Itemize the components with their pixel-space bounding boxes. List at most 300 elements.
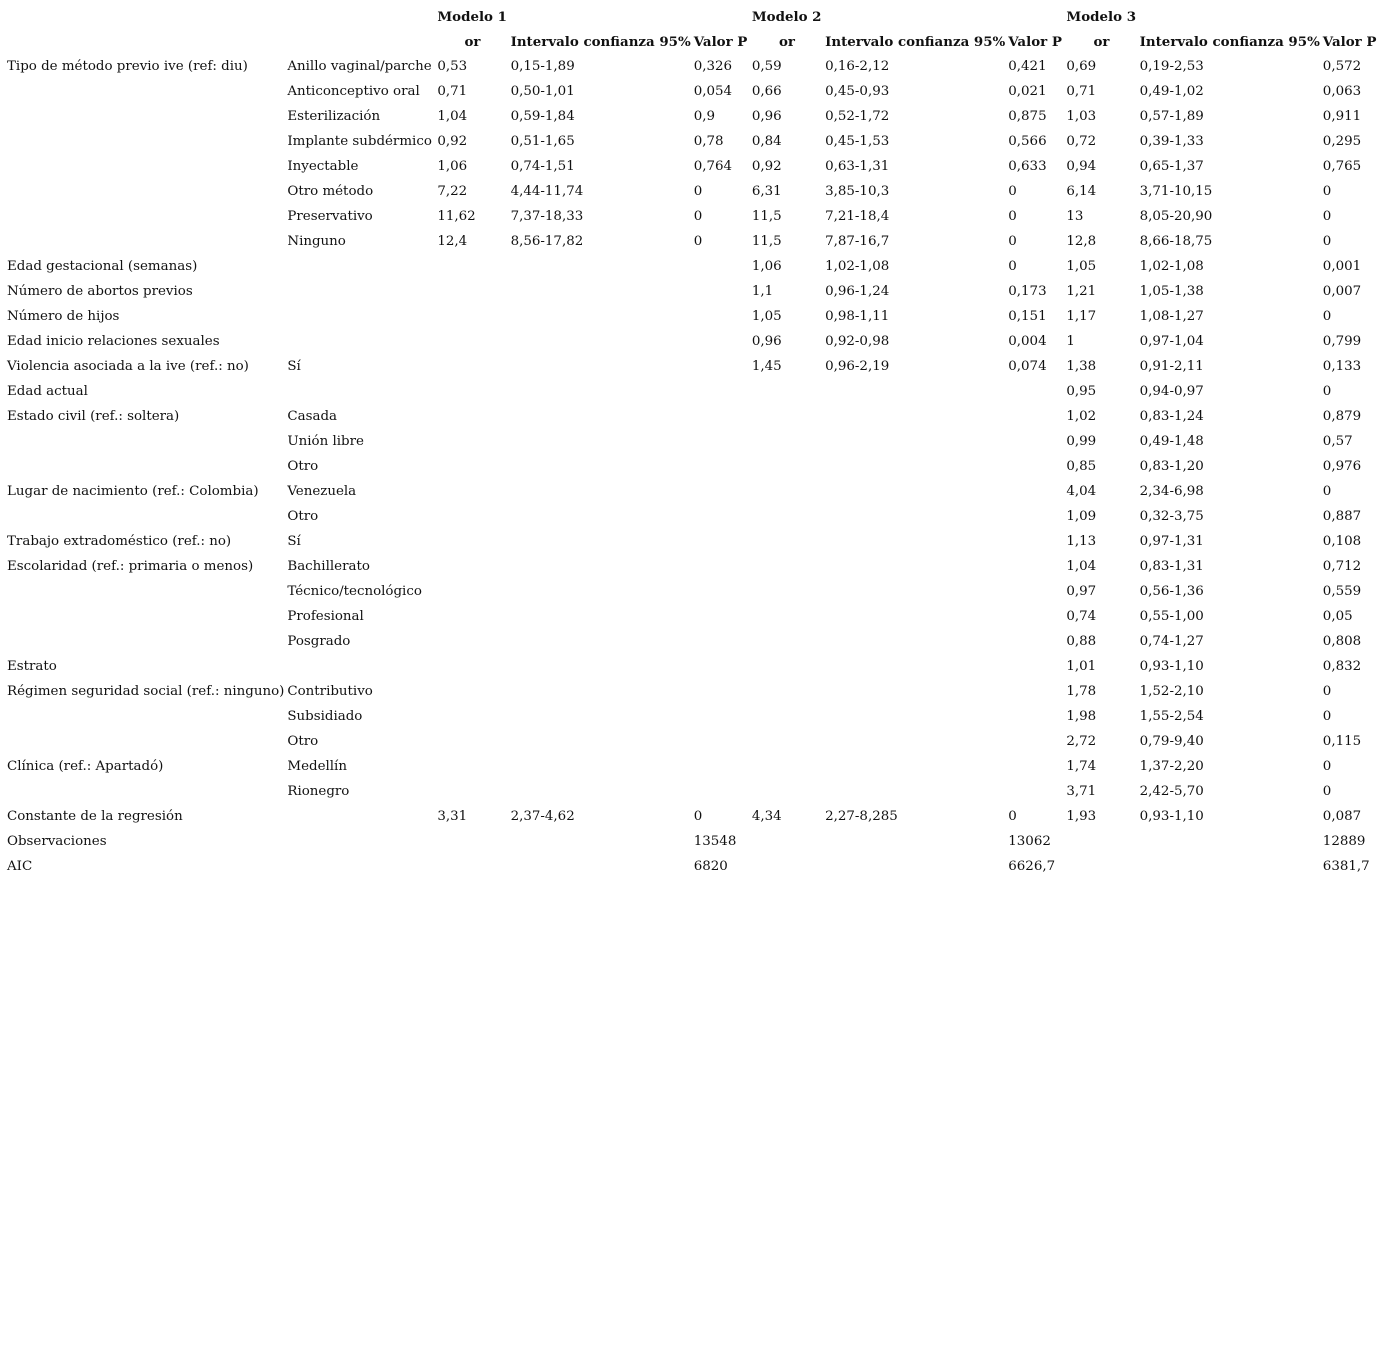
model-1-or-cell	[434, 354, 507, 379]
model-3-or-cell: 1,74	[1066, 759, 1097, 774]
model-3-p-cell: 0,559	[1322, 584, 1362, 599]
model-2-or-cell: 0,96	[751, 334, 782, 349]
category-cell	[284, 329, 434, 354]
model-3-ci-cell	[1137, 829, 1320, 854]
model-2-ci-cell	[822, 829, 1005, 854]
model-3-or-cell: 1,03	[1066, 109, 1097, 124]
model-2-p-cell: 0	[1008, 809, 1017, 824]
header-blank	[284, 4, 434, 29]
model-2-or-cell	[749, 754, 822, 779]
model-2-or-cell	[749, 554, 822, 579]
model-2-ci-cell	[822, 504, 1005, 529]
model-2-ci-cell	[822, 754, 1005, 779]
model-3-or-cell: 1,04	[1066, 559, 1097, 574]
table-row	[4, 854, 1378, 879]
model-3-p-cell: 0,05	[1322, 609, 1353, 624]
model-3-ci-cell: 0,55-1,00	[1139, 609, 1204, 624]
model-1-p-cell: 0,326	[693, 59, 733, 74]
model-2-p-cell	[1005, 504, 1063, 529]
variable-cell	[4, 729, 284, 754]
category-cell	[284, 254, 434, 279]
table-row	[4, 554, 1378, 579]
table-row	[4, 579, 1378, 604]
model-1-or-cell: 1,04	[437, 109, 468, 124]
model-1-ci-cell	[508, 254, 691, 279]
variable-cell	[4, 779, 284, 804]
model-2-or-cell	[749, 404, 822, 429]
model-1-or-cell	[434, 254, 507, 279]
model-3-ci-cell: 0,49-1,02	[1139, 84, 1204, 99]
model-3-p-cell: 0	[1322, 759, 1332, 774]
model-1-p-cell: 0	[693, 209, 703, 224]
model-1-p-cell: 13548	[693, 834, 737, 849]
table-row	[4, 404, 1378, 429]
model-3-p-cell: 0,808	[1322, 634, 1362, 649]
model-3-ci-cell: 1,05-1,38	[1139, 284, 1204, 299]
model-2-ci-cell	[822, 654, 1005, 679]
model-3-or-cell: 0,94	[1066, 159, 1097, 174]
model-2-ci-cell	[822, 729, 1005, 754]
model-3-p-cell: 0,001	[1322, 259, 1362, 274]
table-row	[4, 629, 1378, 654]
model-3-ci-cell: 1,08-1,27	[1139, 309, 1204, 324]
model-3-ci-cell: 2,34-6,98	[1139, 484, 1204, 499]
model-3-p-cell: 0	[1322, 709, 1332, 724]
model-3-ci-cell: 1,02-1,08	[1139, 259, 1204, 274]
model-2-p-cell: 0	[1008, 259, 1017, 274]
category-cell	[284, 279, 434, 304]
model-3-ci-cell: 0,39-1,33	[1139, 134, 1204, 149]
variable-cell	[4, 154, 284, 179]
model-2-ci-cell	[822, 779, 1005, 804]
model-3-or-cell: 4,04	[1066, 484, 1097, 499]
model-1-or-cell: 1,06	[437, 159, 468, 174]
model-3-header: Modelo 3	[1066, 8, 1137, 25]
model-1-or-cell: 11,62	[437, 209, 476, 224]
model-2-p-cell	[1005, 579, 1063, 604]
model-2-p-cell	[1005, 379, 1063, 404]
table-row	[4, 804, 1378, 829]
table-row	[4, 254, 1378, 279]
model-3-p-cell: 0,765	[1322, 159, 1362, 174]
category-cell: Ninguno	[287, 234, 346, 249]
table-body	[4, 54, 1378, 879]
table-row	[4, 179, 1378, 204]
variable-cell: Edad actual	[7, 384, 88, 399]
model-2-ci-cell	[822, 404, 1005, 429]
variable-cell	[4, 579, 284, 604]
model-1-or-cell: 0,53	[437, 59, 468, 74]
model-2-p-cell: 0	[1008, 209, 1017, 224]
model-3-or-cell: 1,13	[1066, 534, 1097, 549]
table-row	[4, 479, 1378, 504]
model-1-p-cell: 0	[693, 809, 703, 824]
model-3-ci-cell: 2,42-5,70	[1139, 784, 1204, 799]
model-2-p-cell	[1005, 754, 1063, 779]
model-2-or-cell	[749, 829, 822, 854]
model-2-ci-cell: 0,45-1,53	[825, 134, 890, 149]
model-1-or-cell	[434, 504, 507, 529]
model-1-ci-cell	[508, 854, 691, 879]
model-3-or-cell: 1,21	[1066, 284, 1097, 299]
model-2-or-cell	[749, 729, 822, 754]
category-cell	[284, 304, 434, 329]
table-row	[4, 329, 1378, 354]
model-2-or-cell	[749, 454, 822, 479]
variable-cell	[4, 204, 284, 229]
model-1-ci-cell: 8,56-17,82	[510, 234, 584, 249]
model-2-p-cell: 0,421	[1008, 59, 1047, 74]
model-1-p-cell	[691, 304, 749, 329]
model-2-ci-cell: 0,52-1,72	[825, 109, 890, 124]
model-1-ci-cell: 0,15-1,89	[510, 59, 575, 74]
variable-cell: Número de hijos	[7, 309, 120, 324]
table-row	[4, 779, 1378, 804]
variable-cell: Lugar de nacimiento (ref.: Colombia)	[7, 484, 259, 499]
table-row	[4, 504, 1378, 529]
ci-header: Intervalo confianza 95%	[1139, 33, 1320, 50]
model-3-p-cell: 0	[1322, 209, 1332, 224]
category-cell: Implante subdérmico	[287, 134, 432, 149]
model-1-p-cell: 0,78	[693, 134, 724, 149]
model-2-ci-cell: 0,45-0,93	[825, 84, 890, 99]
column-header-row	[4, 29, 1378, 54]
category-cell	[284, 379, 434, 404]
model-3-ci-cell: 0,74-1,27	[1139, 634, 1204, 649]
model-1-ci-cell: 0,50-1,01	[510, 84, 575, 99]
variable-cell: Violencia asociada a la ive (ref.: no)	[7, 359, 249, 374]
model-3-ci-cell: 0,83-1,20	[1139, 459, 1204, 474]
model-2-p-cell	[1005, 404, 1063, 429]
variable-cell	[4, 79, 284, 104]
model-1-p-cell	[691, 404, 749, 429]
model-3-p-cell: 0	[1322, 684, 1332, 699]
model-3-p-cell: 0,063	[1322, 84, 1362, 99]
model-3-ci-cell: 0,56-1,36	[1139, 584, 1204, 599]
model-3-p-cell: 0,572	[1322, 59, 1362, 74]
model-1-header: Modelo 1	[437, 8, 507, 25]
table-row	[4, 279, 1378, 304]
model-2-or-cell: 1,45	[751, 359, 782, 374]
table-row	[4, 654, 1378, 679]
model-2-p-cell: 0,173	[1008, 284, 1047, 299]
variable-cell	[4, 429, 284, 454]
model-3-p-cell: 0,911	[1322, 109, 1362, 124]
model-1-p-cell	[691, 679, 749, 704]
model-1-p-cell	[691, 579, 749, 604]
model-1-p-cell	[691, 254, 749, 279]
table-row	[4, 529, 1378, 554]
model-1-ci-cell	[508, 654, 691, 679]
variable-cell	[4, 604, 284, 629]
category-cell: Contributivo	[287, 684, 373, 699]
model-1-p-cell: 0,054	[693, 84, 733, 99]
model-1-or-cell: 12,4	[437, 234, 468, 249]
category-cell: Bachillerato	[287, 559, 370, 574]
model-3-or-cell: 1	[1066, 334, 1075, 349]
category-cell: Otro método	[287, 184, 374, 199]
model-3-or-cell: 1,09	[1066, 509, 1097, 524]
model-3-ci-cell: 0,91-2,11	[1139, 359, 1204, 374]
model-3-ci-cell: 0,93-1,10	[1139, 659, 1204, 674]
or-header: or	[778, 33, 795, 50]
category-cell: Otro	[287, 509, 319, 524]
model-1-ci-cell: 0,59-1,84	[510, 109, 575, 124]
model-1-ci-cell	[508, 729, 691, 754]
table-row	[4, 379, 1378, 404]
model-1-ci-cell	[508, 629, 691, 654]
model-2-ci-cell: 7,21-18,4	[825, 209, 890, 224]
category-cell	[284, 829, 434, 854]
model-1-p-cell	[691, 504, 749, 529]
model-1-or-cell	[434, 554, 507, 579]
model-2-ci-cell: 7,87-16,7	[825, 234, 890, 249]
table-row	[4, 229, 1378, 254]
model-1-ci-cell: 0,74-1,51	[510, 159, 575, 174]
variable-cell: Observaciones	[7, 834, 107, 849]
model-3-or-cell: 0,72	[1066, 134, 1097, 149]
model-1-or-cell	[434, 454, 507, 479]
model-2-ci-cell	[822, 479, 1005, 504]
model-1-p-cell	[691, 379, 749, 404]
model-2-p-cell	[1005, 554, 1063, 579]
model-2-p-cell	[1005, 429, 1063, 454]
model-2-or-cell	[749, 854, 822, 879]
category-cell: Técnico/tecnológico	[287, 584, 422, 599]
model-3-p-cell: 0,115	[1322, 734, 1362, 749]
model-1-ci-cell	[508, 454, 691, 479]
model-2-ci-cell: 0,96-2,19	[825, 359, 890, 374]
variable-cell: Estado civil (ref.: soltera)	[7, 409, 180, 424]
model-1-ci-cell	[508, 679, 691, 704]
model-3-p-cell: 0,976	[1322, 459, 1362, 474]
model-2-or-cell: 0,66	[751, 84, 782, 99]
model-2-p-cell: 13062	[1008, 834, 1051, 849]
model-2-ci-cell: 0,63-1,31	[825, 159, 890, 174]
model-3-p-cell: 0,887	[1322, 509, 1362, 524]
variable-cell	[4, 504, 284, 529]
model-1-or-cell	[434, 654, 507, 679]
model-1-ci-cell	[508, 404, 691, 429]
model-3-ci-cell: 1,37-2,20	[1139, 759, 1204, 774]
table-row	[4, 829, 1378, 854]
model-1-p-cell	[691, 529, 749, 554]
table-row	[4, 54, 1378, 79]
table-row	[4, 679, 1378, 704]
model-3-p-cell: 12889	[1322, 834, 1366, 849]
model-3-or-cell: 0,95	[1066, 384, 1097, 399]
model-3-p-cell: 0	[1322, 309, 1332, 324]
model-1-p-cell	[691, 329, 749, 354]
table-row	[4, 129, 1378, 154]
model-1-p-cell	[691, 354, 749, 379]
model-1-or-cell: 0,92	[437, 134, 468, 149]
header-blank	[284, 29, 434, 54]
model-2-p-cell	[1005, 529, 1063, 554]
model-2-or-cell: 1,06	[751, 259, 782, 274]
model-3-or-cell	[1063, 854, 1136, 879]
model-1-ci-cell	[508, 304, 691, 329]
model-1-or-cell	[434, 604, 507, 629]
model-3-p-cell: 0	[1322, 484, 1332, 499]
table-row	[4, 704, 1378, 729]
model-2-ci-cell	[822, 679, 1005, 704]
variable-cell: AIC	[7, 859, 33, 874]
model-2-p-cell	[1005, 479, 1063, 504]
model-3-ci-cell	[1137, 854, 1320, 879]
model-1-or-cell	[434, 329, 507, 354]
model-1-p-cell	[691, 554, 749, 579]
model-1-ci-cell	[508, 529, 691, 554]
ci-header: Intervalo confianza 95%	[510, 33, 691, 50]
model-3-or-cell: 1,93	[1066, 809, 1097, 824]
model-2-ci-cell	[822, 704, 1005, 729]
variable-cell: Constante de la regresión	[7, 809, 183, 824]
variable-cell: Edad gestacional (semanas)	[7, 259, 198, 274]
model-3-p-cell: 0,295	[1322, 134, 1362, 149]
model-2-p-cell	[1005, 629, 1063, 654]
model-2-ci-cell: 0,92-0,98	[825, 334, 890, 349]
model-1-p-cell	[691, 704, 749, 729]
ci-header: Intervalo confianza 95%	[825, 33, 1006, 50]
model-3-or-cell: 6,14	[1066, 184, 1097, 199]
model-1-or-cell	[434, 679, 507, 704]
model-2-or-cell	[749, 604, 822, 629]
model-1-or-cell	[434, 429, 507, 454]
model-2-or-cell	[749, 654, 822, 679]
category-cell	[284, 654, 434, 679]
variable-cell: Tipo de método previo ive (ref: diu)	[7, 59, 248, 74]
model-1-p-cell: 6820	[693, 859, 728, 874]
model-2-or-cell	[749, 529, 822, 554]
model-2-or-cell	[749, 704, 822, 729]
model-2-p-cell: 0,875	[1008, 109, 1047, 124]
model-2-ci-cell: 2,27-8,285	[825, 809, 898, 824]
model-1-ci-cell	[508, 554, 691, 579]
table-row	[4, 104, 1378, 129]
category-cell: Unión libre	[287, 434, 364, 449]
model-1-or-cell	[434, 279, 507, 304]
model-1-ci-cell	[508, 479, 691, 504]
model-3-or-cell: 1,98	[1066, 709, 1097, 724]
model-3-p-cell: 0,133	[1322, 359, 1362, 374]
model-2-p-cell	[1005, 679, 1063, 704]
variable-cell	[4, 229, 284, 254]
model-3-ci-cell: 3,71-10,15	[1139, 184, 1213, 199]
model-1-ci-cell: 7,37-18,33	[510, 209, 584, 224]
model-1-p-cell	[691, 654, 749, 679]
model-2-ci-cell	[822, 604, 1005, 629]
model-3-ci-cell: 0,19-2,53	[1139, 59, 1204, 74]
model-2-or-cell: 0,59	[751, 59, 782, 74]
model-2-ci-cell	[822, 629, 1005, 654]
model-2-ci-cell: 0,98-1,11	[825, 309, 890, 324]
category-cell	[284, 804, 434, 829]
category-cell: Posgrado	[287, 634, 351, 649]
model-2-p-cell	[1005, 654, 1063, 679]
category-cell: Otro	[287, 459, 319, 474]
model-3-or-cell: 1,01	[1066, 659, 1097, 674]
model-1-p-cell	[691, 604, 749, 629]
model-3-or-cell	[1063, 829, 1136, 854]
model-2-or-cell: 0,92	[751, 159, 782, 174]
variable-cell: Trabajo extradoméstico (ref.: no)	[7, 534, 232, 549]
model-3-or-cell: 1,05	[1066, 259, 1097, 274]
model-1-ci-cell: 4,44-11,74	[510, 184, 584, 199]
model-3-ci-cell: 0,97-1,31	[1139, 534, 1204, 549]
category-cell: Sí	[287, 534, 301, 549]
category-cell: Anillo vaginal/parche	[287, 59, 432, 74]
category-cell: Venezuela	[287, 484, 357, 499]
model-1-ci-cell: 0,51-1,65	[510, 134, 575, 149]
model-3-or-cell: 12,8	[1066, 234, 1097, 249]
table-row	[4, 304, 1378, 329]
model-3-p-cell: 0,57	[1322, 434, 1353, 449]
model-1-ci-cell	[508, 504, 691, 529]
model-3-p-cell: 0,712	[1322, 559, 1362, 574]
model-3-or-cell: 13	[1066, 209, 1084, 224]
model-1-or-cell	[434, 479, 507, 504]
model-1-or-cell	[434, 779, 507, 804]
model-3-p-cell: 0,108	[1322, 534, 1362, 549]
model-2-or-cell	[749, 429, 822, 454]
model-1-ci-cell	[508, 604, 691, 629]
table-row	[4, 354, 1378, 379]
model-1-or-cell: 7,22	[437, 184, 468, 199]
model-1-ci-cell: 2,37-4,62	[510, 809, 575, 824]
variable-cell	[4, 704, 284, 729]
model-1-or-cell	[434, 754, 507, 779]
table-row	[4, 204, 1378, 229]
table-row	[4, 604, 1378, 629]
model-2-p-cell	[1005, 454, 1063, 479]
model-1-p-cell	[691, 754, 749, 779]
model-3-or-cell: 0,99	[1066, 434, 1097, 449]
variable-cell: Escolaridad (ref.: primaria o menos)	[7, 559, 254, 574]
p-value-header: Valor P	[1322, 33, 1377, 50]
model-3-ci-cell: 8,66-18,75	[1139, 234, 1213, 249]
header-blank	[4, 4, 284, 29]
model-1-ci-cell	[508, 579, 691, 604]
model-3-p-cell: 0,007	[1322, 284, 1362, 299]
model-3-ci-cell: 0,79-9,40	[1139, 734, 1204, 749]
variable-cell: Clínica (ref.: Apartadó)	[7, 759, 164, 774]
model-2-or-cell: 0,96	[751, 109, 782, 124]
model-1-or-cell: 3,31	[437, 809, 468, 824]
model-1-or-cell	[434, 579, 507, 604]
model-2-or-cell: 11,5	[751, 234, 782, 249]
model-1-ci-cell	[508, 279, 691, 304]
model-2-ci-cell: 0,96-1,24	[825, 284, 890, 299]
category-cell: Subsidiado	[287, 709, 363, 724]
model-2-or-cell: 6,31	[751, 184, 782, 199]
model-2-or-cell	[749, 679, 822, 704]
category-cell: Profesional	[287, 609, 364, 624]
model-3-or-cell: 0,88	[1066, 634, 1097, 649]
model-2-ci-cell: 0,16-2,12	[825, 59, 890, 74]
model-2-ci-cell	[822, 454, 1005, 479]
model-1-or-cell	[434, 704, 507, 729]
model-1-p-cell: 0,9	[693, 109, 716, 124]
model-1-or-cell	[434, 304, 507, 329]
model-2-p-cell: 0	[1008, 234, 1017, 249]
model-3-p-cell: 0	[1322, 384, 1332, 399]
model-3-ci-cell: 0,65-1,37	[1139, 159, 1204, 174]
model-3-p-cell: 0,799	[1322, 334, 1362, 349]
model-2-p-cell	[1005, 604, 1063, 629]
model-2-ci-cell	[822, 579, 1005, 604]
model-3-p-cell: 0,087	[1322, 809, 1362, 824]
